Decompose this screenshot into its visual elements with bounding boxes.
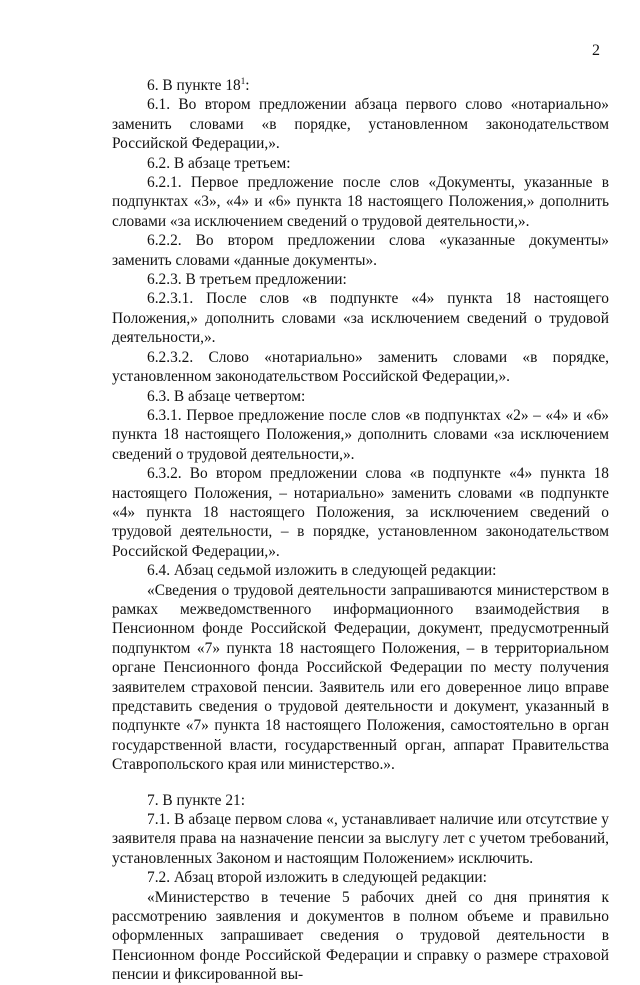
paragraph: 6.2.3.2. Слово «нотариально» заменить словами «в порядке, установленном законодательством Российской Федерации,».	[112, 348, 609, 386]
page-number: 2	[592, 42, 600, 59]
section-heading-6-text: 6. В пункте 18	[147, 77, 241, 94]
paragraph: 6.3.2. Во втором предложении слова «в подпункте «4» пункта 18 настоящего Положения, – нотариально» заменить словами «в подпункте «4» пункта 18 настоящего Положения, за исключением сведений о трудовой деятельности, – в порядке, установленном законодательством Российской Федерации,».	[112, 465, 609, 560]
paragraph: 6.2.1. Первое предложение после слов «Документы, указанные в подпунктах «3», «4» и «6» пункта 18 настоящего Положения,» дополнить словами «за исключением сведений о трудовой деятельности,».	[112, 174, 609, 230]
document-body	[112, 76, 609, 985]
superscript-marker: 1	[240, 76, 246, 86]
paragraph: 6.4. Абзац седьмой изложить в следующей редакции:	[147, 562, 497, 580]
quoted-paragraph: «Сведения о трудовой деятельности запрашиваются министерством в рамках межведомственного информационного взаимодействия в Пенсионном фонде Российской Федерации, документ, предусмотренный подпунктом «7» пункта 18 настоящего Положения, – в территориальном органе Пенсионного фонда Российской Федерации по месту получения заявителем страховой пенсии. Заявитель или его доверенное лицо вправе представить сведения о трудовой деятельности и документ, указанный в подпункте «7» пункта 18 настоящего Положения, самостоятельно в орган государственной власти, государственный орган, аппарат Правительства Ставропольского края или министерство.».	[112, 581, 609, 774]
paragraph: 6.3. В абзаце четвертом:	[147, 387, 306, 405]
paragraph: 6.2. В абзаце третьем:	[147, 154, 291, 172]
quoted-paragraph: «Министерство в течение 5 рабочих дней со дня принятия к рассмотрению заявления и документов в полном объеме и правильно оформленных запрашивает сведения о трудовой деятельности в Пенсионном фонде Российской Федерации и справку о размере страховой пенсии и фиксированной вы-	[112, 888, 609, 984]
paragraph: 6.1. Во втором предложении абзаца первого слово «нотариально» заменить словами «в порядке, установленном законодательством Российской Федерации,».	[112, 96, 609, 153]
paragraph: 7.1. В абзаце первом слова «, устанавливает наличие или отсутствие у заявителя права на назначение пенсии за выслугу лет с учетом требований, установленных Законом и настоящим Положением» исключить.	[112, 811, 609, 867]
paragraph: 7.2. Абзац второй изложить в следующей редакции:	[147, 869, 487, 887]
section-heading-6-tail: :	[245, 77, 250, 94]
paragraph: 6.2.3. В третьем предложении:	[147, 271, 347, 289]
section-heading-7: 7. В пункте 21:	[147, 791, 246, 809]
paragraph: 6.3.1. Первое предложение после слов «в подпунктах «2» – «4» и «6» пункта 18 настоящего Положения,» дополнить словами «за исключением сведений о трудовой деятельности,».	[112, 406, 609, 463]
section-heading-6	[112, 76, 609, 95]
paragraph: 6.2.3.1. После слов «в подпункте «4» пункта 18 настоящего Положения,» дополнить словами «за исключением сведений о трудовой деятельности,».	[112, 290, 609, 347]
paragraph: 6.2.2. Во втором предложении слова «указанные документы» заменить словами «данные документы».	[112, 232, 609, 269]
